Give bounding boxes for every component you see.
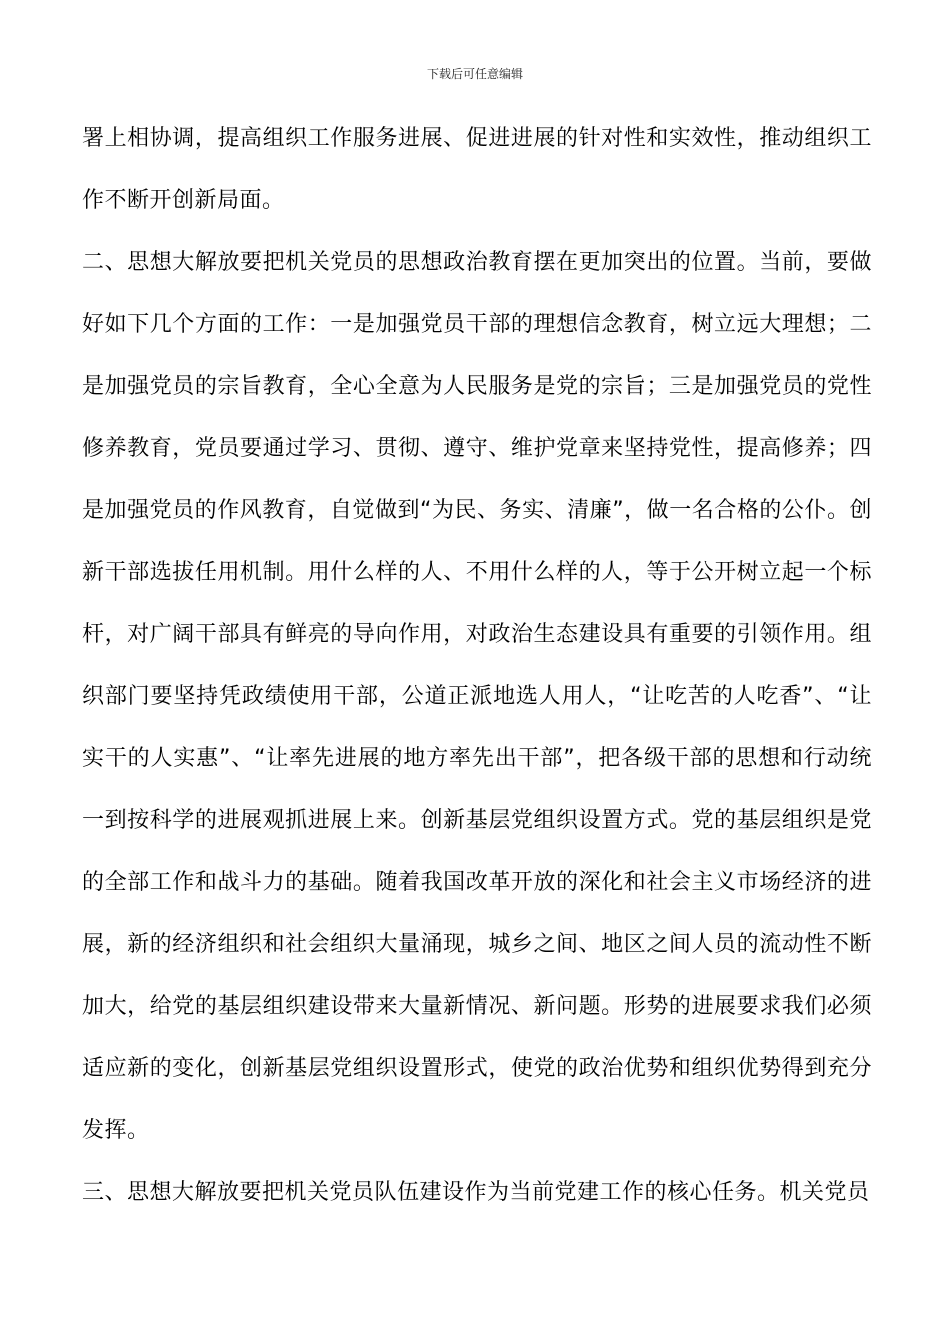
paragraph-3: 三、思想大解放要把机关党员队伍建设作为当前党建工作的核心任务。机关党员 — [82, 1180, 870, 1205]
document-body — [82, 108, 872, 1224]
paragraph-2: 二、思想大解放要把机关党员的思想政治教育摆在更加突出的位置。当前，要做好如下几个方面的工作：一是加强党员干部的理想信念教育，树立远大理想；二是加强党员的宗旨教育，全心全意为人民服务是党的宗旨；三是加强党员的党性修养教育，党员要通过学习、贯彻、遵守、维护党章来坚持党性，提高修养；四是加强党员的作风教育，自觉做到“为民、务实、清廉”，做一名合格的公仆。创新干部选拔任用机制。用什么样的人、不用什么样的人，等于公开树立起一个标杆，对广阔干部具有鲜亮的导向作用，对政治生态建设具有重要的引领作用。组织部门要坚持凭政绩使用干部，公道正派地选人用人，“让吃苦的人吃香”、“让实干的人实惠”、“让率先进展的地方率先出干部”，把各级干部的思想和行动统一到按科学的进展观抓进展上来。创新基层党组织设置方式。党的基层组织是党的全部工作和战斗力的基础。随着我国改革开放的深化和社会主义市场经济的进展，新的经济组织和社会组织大量涌现，城乡之间、地区之间人员的流动性不断加大，给党的基层组织建设带来大量新情况、新问题。形势的进展要求我们必须适应新的变化，创新基层党组织设置形式，使党的政治优势和组织优势得到充分发挥。 — [82, 250, 872, 1143]
page-header: 下载后可任意编辑 — [426, 67, 523, 81]
paragraph-1: 署上相协调，提高组织工作服务进展、促进进展的针对性和实效性，推动组织工作不断开创新局面。 — [82, 126, 872, 213]
